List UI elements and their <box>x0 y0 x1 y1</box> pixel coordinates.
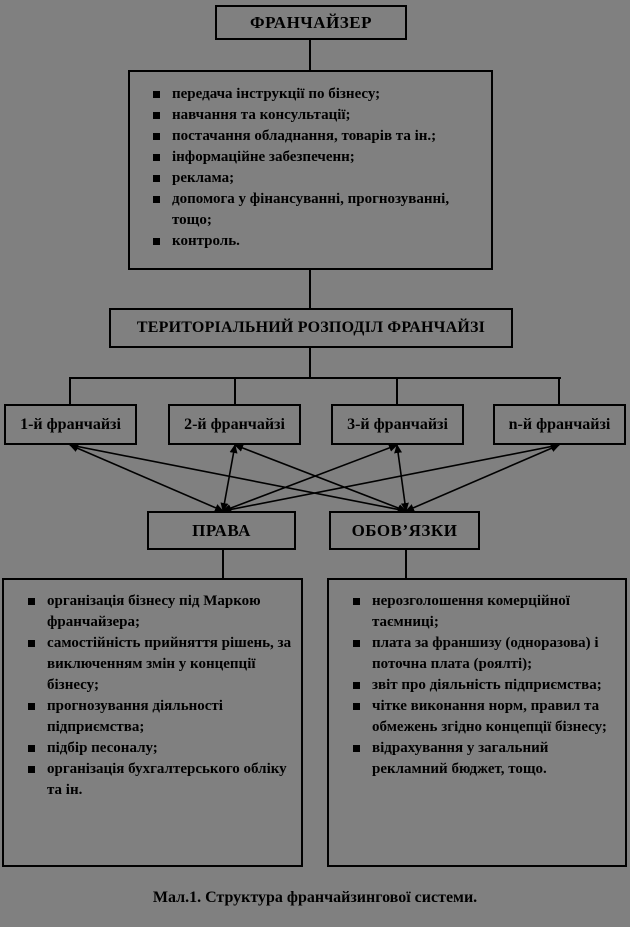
list-item: прогнозування діяльності підприємства; <box>27 696 295 738</box>
connector-drop-1 <box>69 377 71 404</box>
franchiser-label: ФРАНЧАЙЗЕР <box>250 12 372 32</box>
arrow-f2-rights <box>223 445 235 511</box>
franchisee-box-3 <box>331 404 464 445</box>
connector-rail <box>69 377 561 379</box>
rights-label: ПРАВА <box>192 520 251 540</box>
services-box <box>128 70 493 270</box>
list-item: звіт про діяльність підприємства; <box>352 675 619 696</box>
connector-franchiser-services <box>309 40 311 70</box>
arrow-f1-obligations <box>70 445 406 511</box>
rights-detail-box <box>2 578 303 867</box>
franchisee-n-label: n-й франчайзі <box>508 415 611 433</box>
crisscross-arrows <box>0 445 630 512</box>
list-item: нерозголошення комерційної таємниці; <box>352 591 619 633</box>
list-item: самостійність прийняття рішень, за виключенням змін у концепції бізнесу; <box>27 633 295 696</box>
obligations-detail-box <box>327 578 627 867</box>
obligations-list <box>352 591 619 780</box>
connector-rights-detail <box>222 550 224 578</box>
territorial-label: ТЕРИТОРІАЛЬНИЙ РОЗПОДІЛ ФРАНЧАЙЗІ <box>136 319 486 336</box>
list-item: постачання обладнання, товарів та ін.; <box>152 126 483 147</box>
connector-territorial-rail <box>309 348 311 377</box>
franchisee-2-label: 2-й франчайзі <box>184 415 285 433</box>
list-item: організація бухгалтерського обліку та ін. <box>27 759 295 801</box>
list-item: організація бізнесу під Маркою франчайзера; <box>27 591 295 633</box>
franchisee-1-label: 1-й франчайзі <box>20 415 121 433</box>
arrow-f3-obligations <box>397 445 406 511</box>
obligations-box <box>329 511 480 550</box>
connector-obligations-detail <box>405 550 407 578</box>
arrow-fn-obligations <box>406 445 559 511</box>
franchisee-box-2 <box>168 404 301 445</box>
arrow-f1-rights <box>70 445 223 511</box>
list-item: чітке виконання норм, правил та обмежень згідно концепції бізнесу; <box>352 696 619 738</box>
connector-drop-4 <box>558 377 560 404</box>
list-item: інформаційне забезпеченн; <box>152 147 483 168</box>
rights-list <box>27 591 295 801</box>
franchisee-box-1 <box>4 404 137 445</box>
figure-caption: Мал.1. Структура франчайзингової системи. <box>152 889 478 906</box>
list-item: допомога у фінансуванні, прогнозуванні, тощо; <box>152 189 483 231</box>
obligations-label: ОБОВ’ЯЗКИ <box>351 520 458 540</box>
arrow-f2-obligations <box>235 445 406 511</box>
list-item: підбір песоналу; <box>27 738 295 759</box>
services-list <box>152 84 483 252</box>
list-item: навчання та консультації; <box>152 105 483 126</box>
list-item: реклама; <box>152 168 483 189</box>
list-item: контроль. <box>152 231 483 252</box>
list-item: плата за франшизу (одноразова) і поточна плата (роялті); <box>352 633 619 675</box>
franchisee-3-label: 3-й франчайзі <box>347 415 448 433</box>
arrow-f3-rights <box>223 445 397 511</box>
connector-drop-3 <box>396 377 398 404</box>
list-item: відрахування у загальний рекламний бюджет, тощо. <box>352 738 619 780</box>
franchiser-box <box>215 5 407 40</box>
arrow-fn-rights <box>223 445 559 511</box>
list-item: передача інструкції по бізнесу; <box>152 84 483 105</box>
connector-services-territorial <box>309 270 311 308</box>
connector-drop-2 <box>234 377 236 404</box>
rights-box <box>147 511 296 550</box>
territorial-box <box>109 308 513 348</box>
franchisee-box-n <box>493 404 626 445</box>
